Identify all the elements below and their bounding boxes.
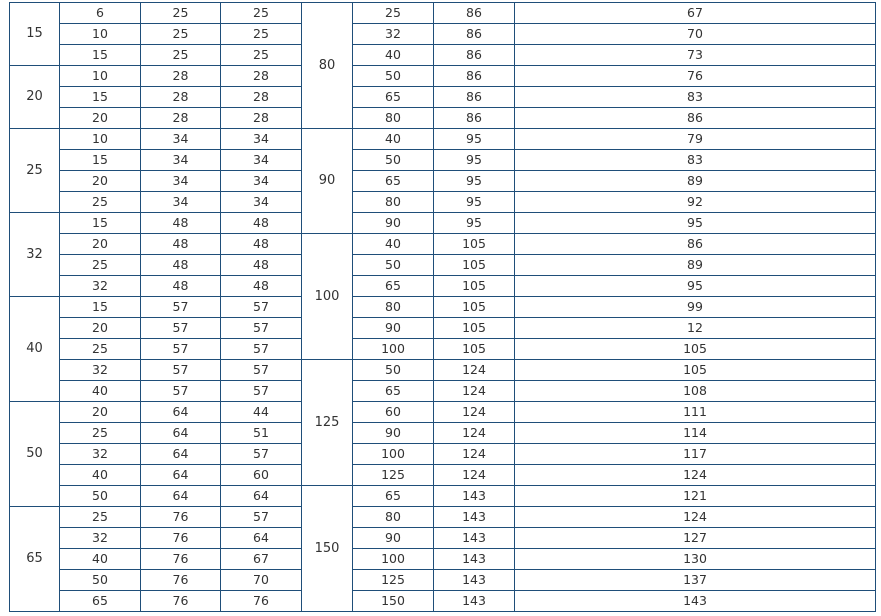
table-cell: 105	[434, 276, 515, 297]
table-cell: 100	[353, 444, 434, 465]
table-row	[10, 24, 876, 45]
table-row	[10, 150, 876, 171]
table-row	[10, 297, 876, 318]
table-cell: 86	[434, 24, 515, 45]
table-cell: 86	[434, 45, 515, 66]
table-cell: 25	[60, 423, 141, 444]
table-row	[10, 87, 876, 108]
table-cell: 70	[221, 570, 302, 591]
table-row	[10, 129, 876, 150]
table-cell: 25	[141, 24, 221, 45]
table-cell: 65	[353, 87, 434, 108]
table-cell: 124	[434, 402, 515, 423]
table-cell: 60	[353, 402, 434, 423]
table-cell: 40	[353, 129, 434, 150]
table-cell: 95	[434, 150, 515, 171]
table-row	[10, 255, 876, 276]
table-body	[10, 3, 876, 612]
table-cell: 76	[221, 591, 302, 612]
table-cell: 86	[434, 66, 515, 87]
dimension-table	[9, 2, 876, 612]
group-size-cell: 25	[10, 129, 60, 213]
table-cell: 90	[353, 213, 434, 234]
group-size-cell: 90	[302, 129, 353, 234]
table-cell: 86	[515, 234, 876, 255]
group-size-cell: 15	[10, 3, 60, 66]
group-size-cell: 80	[302, 3, 353, 129]
table-cell: 100	[353, 549, 434, 570]
table-cell: 86	[434, 87, 515, 108]
table-cell: 67	[221, 549, 302, 570]
table-cell: 124	[434, 465, 515, 486]
table-cell: 57	[141, 360, 221, 381]
table-cell: 15	[60, 87, 141, 108]
table-cell: 124	[434, 381, 515, 402]
table-cell: 100	[353, 339, 434, 360]
table-cell: 150	[353, 591, 434, 612]
table-cell: 32	[353, 24, 434, 45]
table-cell: 64	[141, 423, 221, 444]
table-cell: 86	[434, 3, 515, 24]
table-cell: 57	[221, 339, 302, 360]
table-cell: 124	[515, 507, 876, 528]
table-cell: 76	[515, 66, 876, 87]
table-row	[10, 423, 876, 444]
table-cell: 15	[60, 213, 141, 234]
table-cell: 143	[434, 591, 515, 612]
group-size-cell: 100	[302, 234, 353, 360]
table-cell: 15	[60, 150, 141, 171]
table-row	[10, 45, 876, 66]
table-cell: 143	[434, 570, 515, 591]
table-cell: 83	[515, 87, 876, 108]
table-row	[10, 402, 876, 423]
table-cell: 114	[515, 423, 876, 444]
table-cell: 10	[60, 24, 141, 45]
table-cell: 40	[60, 465, 141, 486]
table-cell: 65	[353, 486, 434, 507]
table-row	[10, 360, 876, 381]
table-cell: 80	[353, 192, 434, 213]
table-cell: 25	[60, 507, 141, 528]
table-cell: 32	[60, 528, 141, 549]
table-cell: 64	[141, 465, 221, 486]
table-cell: 28	[141, 66, 221, 87]
table-cell: 105	[515, 360, 876, 381]
table-cell: 105	[434, 339, 515, 360]
table-cell: 95	[434, 213, 515, 234]
table-cell: 34	[221, 192, 302, 213]
table-cell: 90	[353, 423, 434, 444]
table-cell: 57	[221, 507, 302, 528]
table-cell: 28	[221, 66, 302, 87]
table-cell: 44	[221, 402, 302, 423]
table-cell: 95	[434, 192, 515, 213]
table-cell: 34	[221, 171, 302, 192]
group-size-cell: 50	[10, 402, 60, 507]
table-cell: 40	[353, 45, 434, 66]
table-cell: 124	[434, 360, 515, 381]
table-cell: 130	[515, 549, 876, 570]
table-cell: 95	[434, 171, 515, 192]
table-cell: 10	[60, 129, 141, 150]
table-cell: 89	[515, 171, 876, 192]
table-cell: 65	[353, 171, 434, 192]
table-cell: 25	[221, 24, 302, 45]
table-cell: 40	[60, 549, 141, 570]
table-row	[10, 339, 876, 360]
table-cell: 70	[515, 24, 876, 45]
table-cell: 57	[221, 360, 302, 381]
table-cell: 34	[141, 129, 221, 150]
table-cell: 25	[60, 255, 141, 276]
table-cell: 86	[434, 108, 515, 129]
table-row	[10, 234, 876, 255]
table-cell: 48	[221, 213, 302, 234]
table-cell: 57	[141, 297, 221, 318]
table-cell: 143	[515, 591, 876, 612]
table-row	[10, 213, 876, 234]
table-cell: 50	[60, 570, 141, 591]
table-cell: 125	[353, 465, 434, 486]
table-cell: 25	[221, 45, 302, 66]
table-cell: 51	[221, 423, 302, 444]
table-cell: 80	[353, 297, 434, 318]
table-cell: 48	[221, 234, 302, 255]
table-cell: 50	[353, 255, 434, 276]
table-cell: 124	[515, 465, 876, 486]
table-cell: 95	[515, 213, 876, 234]
group-size-cell: 125	[302, 360, 353, 486]
table-cell: 25	[60, 192, 141, 213]
table-cell: 48	[141, 255, 221, 276]
table-cell: 137	[515, 570, 876, 591]
group-size-cell: 32	[10, 213, 60, 297]
table-cell: 25	[60, 339, 141, 360]
table-cell: 34	[141, 150, 221, 171]
table-cell: 48	[141, 213, 221, 234]
table-cell: 34	[221, 129, 302, 150]
table-cell: 15	[60, 45, 141, 66]
table-row	[10, 381, 876, 402]
table-cell: 50	[353, 150, 434, 171]
group-size-cell: 20	[10, 66, 60, 129]
table-cell: 57	[141, 381, 221, 402]
table-cell: 34	[141, 192, 221, 213]
table-cell: 25	[353, 3, 434, 24]
table-row	[10, 507, 876, 528]
table-cell: 57	[221, 381, 302, 402]
table-cell: 124	[434, 444, 515, 465]
table-cell: 25	[141, 3, 221, 24]
table-cell: 95	[515, 276, 876, 297]
table-cell: 124	[434, 423, 515, 444]
table-cell: 20	[60, 108, 141, 129]
table-cell: 80	[353, 108, 434, 129]
table-cell: 105	[434, 318, 515, 339]
table-cell: 57	[221, 318, 302, 339]
table-cell: 28	[141, 87, 221, 108]
table-cell: 105	[434, 297, 515, 318]
table-cell: 48	[221, 276, 302, 297]
table-cell: 86	[515, 108, 876, 129]
table-cell: 6	[60, 3, 141, 24]
table-cell: 76	[141, 570, 221, 591]
table-cell: 90	[353, 528, 434, 549]
table-cell: 28	[141, 108, 221, 129]
group-size-cell: 150	[302, 486, 353, 612]
table-row	[10, 171, 876, 192]
table-cell: 64	[141, 402, 221, 423]
table-cell: 143	[434, 507, 515, 528]
table-cell: 143	[434, 549, 515, 570]
table-cell: 99	[515, 297, 876, 318]
table-cell: 105	[515, 339, 876, 360]
table-cell: 79	[515, 129, 876, 150]
table-cell: 125	[353, 570, 434, 591]
table-cell: 65	[353, 276, 434, 297]
table-cell: 121	[515, 486, 876, 507]
table-cell: 92	[515, 192, 876, 213]
table-cell: 40	[60, 381, 141, 402]
table-row	[10, 528, 876, 549]
table-cell: 50	[353, 66, 434, 87]
group-size-cell: 65	[10, 507, 60, 612]
table-cell: 65	[60, 591, 141, 612]
table-cell: 20	[60, 402, 141, 423]
table-cell: 76	[141, 549, 221, 570]
table-cell: 143	[434, 528, 515, 549]
table-row	[10, 108, 876, 129]
table-cell: 60	[221, 465, 302, 486]
table-row	[10, 549, 876, 570]
table-cell: 76	[141, 591, 221, 612]
table-row	[10, 570, 876, 591]
table-cell: 48	[141, 276, 221, 297]
table-cell: 83	[515, 150, 876, 171]
table-cell: 64	[141, 486, 221, 507]
table-cell: 15	[60, 297, 141, 318]
table-cell: 57	[221, 297, 302, 318]
table-cell: 95	[434, 129, 515, 150]
table-row	[10, 192, 876, 213]
table-cell: 32	[60, 360, 141, 381]
table-row	[10, 3, 876, 24]
table-cell: 28	[221, 87, 302, 108]
table-cell: 50	[60, 486, 141, 507]
table-row	[10, 486, 876, 507]
table-cell: 32	[60, 276, 141, 297]
table-cell: 40	[353, 234, 434, 255]
table-cell: 20	[60, 318, 141, 339]
table-cell: 20	[60, 171, 141, 192]
table-cell: 64	[141, 444, 221, 465]
table-cell: 105	[434, 234, 515, 255]
table-row	[10, 444, 876, 465]
table-cell: 34	[141, 171, 221, 192]
table-cell: 67	[515, 3, 876, 24]
table-cell: 64	[221, 528, 302, 549]
table-cell: 34	[221, 150, 302, 171]
table-cell: 108	[515, 381, 876, 402]
table-cell: 76	[141, 507, 221, 528]
table-cell: 105	[434, 255, 515, 276]
table-cell: 64	[221, 486, 302, 507]
table-row	[10, 591, 876, 612]
table-cell: 32	[60, 444, 141, 465]
table-cell: 117	[515, 444, 876, 465]
table-row	[10, 276, 876, 297]
group-size-cell: 40	[10, 297, 60, 402]
table-cell: 65	[353, 381, 434, 402]
table-cell: 80	[353, 507, 434, 528]
table-row	[10, 318, 876, 339]
table-cell: 73	[515, 45, 876, 66]
table-row	[10, 66, 876, 87]
table-cell: 25	[141, 45, 221, 66]
table-cell: 57	[221, 444, 302, 465]
table-cell: 12	[515, 318, 876, 339]
table-cell: 89	[515, 255, 876, 276]
table-cell: 20	[60, 234, 141, 255]
table-cell: 111	[515, 402, 876, 423]
table-cell: 57	[141, 318, 221, 339]
table-cell: 127	[515, 528, 876, 549]
table-cell: 50	[353, 360, 434, 381]
table-cell: 57	[141, 339, 221, 360]
table-cell: 48	[141, 234, 221, 255]
table-cell: 143	[434, 486, 515, 507]
table-cell: 48	[221, 255, 302, 276]
table-cell: 10	[60, 66, 141, 87]
table-cell: 28	[221, 108, 302, 129]
table-cell: 25	[221, 3, 302, 24]
table-cell: 90	[353, 318, 434, 339]
table-row	[10, 465, 876, 486]
table-cell: 76	[141, 528, 221, 549]
